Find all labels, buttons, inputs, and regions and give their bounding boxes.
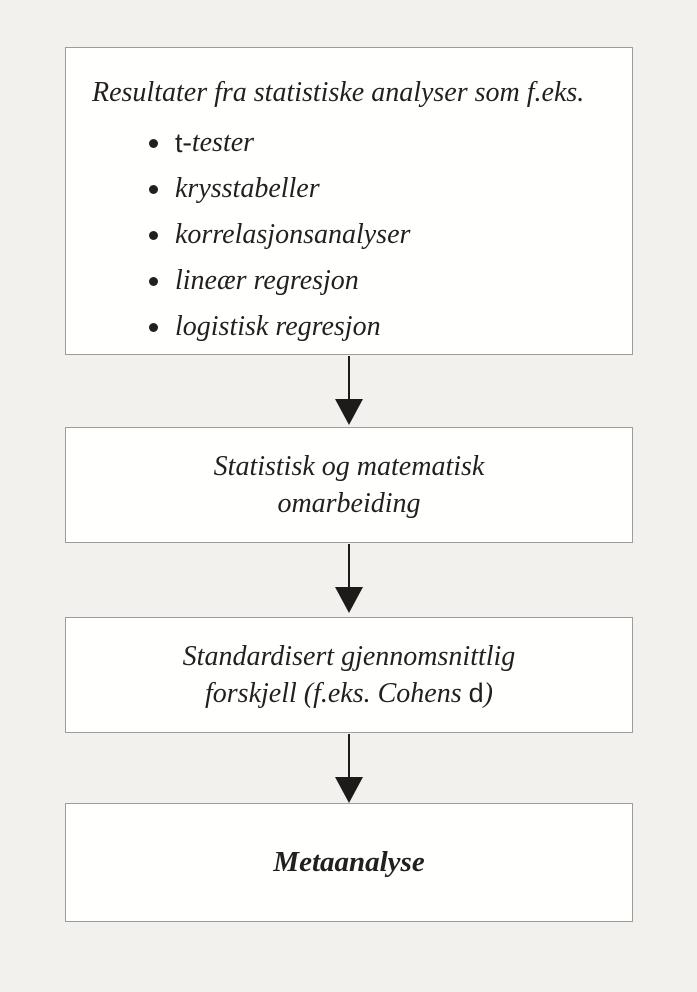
- bullet-icon: [149, 139, 158, 148]
- list-item-label: -tester: [182, 127, 255, 158]
- results-heading: Resultater fra statistiske analyser som f.eks.: [92, 77, 585, 108]
- flow-box-standardized-mean-difference: [65, 617, 633, 733]
- down-arrow-icon: [0, 356, 697, 425]
- flow-box-statistical-results: [65, 47, 633, 355]
- list-item: [149, 212, 622, 258]
- list-item-label: logistisk regresjon: [175, 311, 381, 342]
- list-item: [149, 120, 622, 166]
- bullet-icon: [149, 185, 158, 194]
- list-item: [149, 258, 622, 304]
- stat-symbol: d: [468, 678, 484, 708]
- arrow-head: [335, 777, 363, 803]
- results-bullet-list: [92, 120, 622, 350]
- arrow-shaft: [348, 734, 350, 777]
- list-item: [149, 304, 622, 350]
- arrow-shaft: [348, 544, 350, 587]
- down-arrow-icon: [0, 734, 697, 803]
- arrow-shaft: [348, 356, 350, 399]
- smd-line2-pre: forskjell (f.eks. Cohens: [205, 678, 469, 709]
- list-item: [149, 166, 622, 212]
- list-item-label: korrelasjonsanalyser: [175, 219, 411, 250]
- smd-line2: [205, 675, 493, 712]
- rework-line2: omarbeiding: [277, 488, 421, 519]
- down-arrow-icon: [0, 544, 697, 613]
- stat-symbol: t: [175, 127, 183, 158]
- bullet-icon: [149, 323, 158, 332]
- smd-line1: Standardisert gjennomsnittlig: [182, 641, 516, 672]
- flow-box-reworking: [65, 427, 633, 543]
- list-item-label: lineær regresjon: [175, 265, 359, 296]
- arrow-head: [335, 587, 363, 613]
- meta-analysis-label: Metaanalyse: [273, 846, 425, 878]
- arrow-head: [335, 399, 363, 425]
- smd-line2-post: ): [483, 678, 493, 709]
- flow-box-meta-analysis: [65, 803, 633, 922]
- list-item-label: krysstabeller: [175, 173, 320, 204]
- bullet-icon: [149, 231, 158, 240]
- bullet-icon: [149, 277, 158, 286]
- rework-line1: Statistisk og matematisk: [213, 451, 485, 482]
